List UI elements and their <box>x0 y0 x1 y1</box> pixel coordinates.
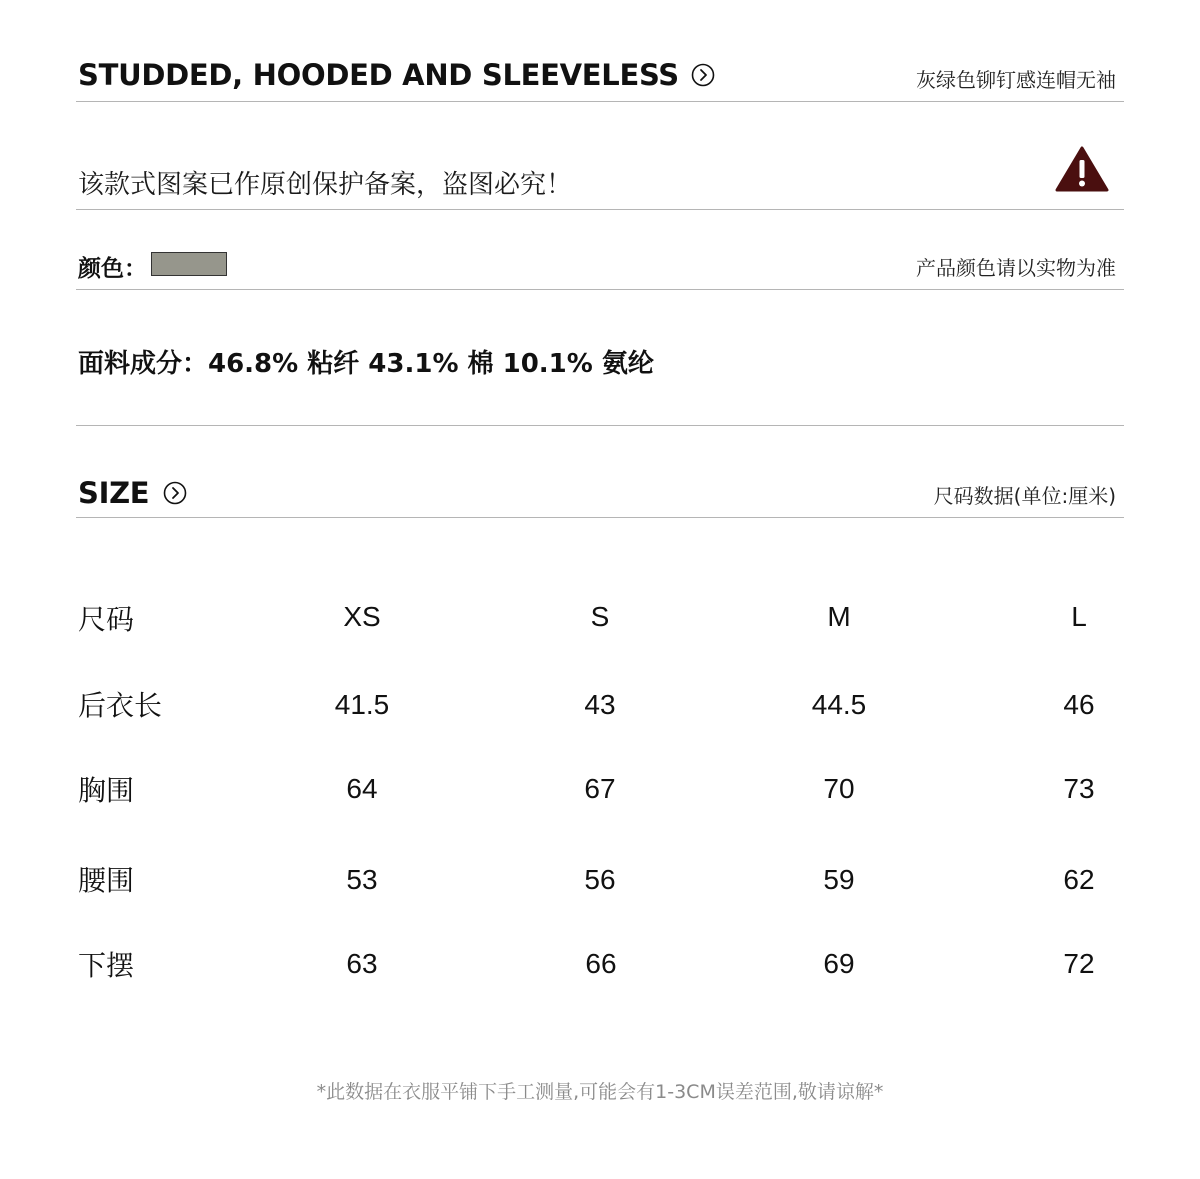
table-cell: 46 <box>1063 689 1095 720</box>
size-header-m: M <box>827 601 851 632</box>
table-cell: 73 <box>1063 773 1095 804</box>
table-row-label: 下摆 <box>78 949 135 982</box>
circle-chevron-right-icon <box>163 481 187 505</box>
fabric-composition: 面料成分：46.8% 粘纤 43.1% 棉 10.1% 氨纶 <box>78 349 654 379</box>
divider <box>76 425 1124 426</box>
table-cell: 59 <box>823 864 855 895</box>
size-title-text: SIZE <box>78 476 150 510</box>
table-row-label: 腰围 <box>78 864 135 897</box>
table-cell: 64 <box>346 773 378 804</box>
warning-triangle-icon <box>1055 145 1109 193</box>
table-cell: 56 <box>584 864 616 895</box>
size-header-s: S <box>590 601 610 632</box>
size-header-xs: XS <box>343 601 381 632</box>
table-cell: 69 <box>823 948 855 979</box>
table-cell: 70 <box>823 773 855 804</box>
circle-chevron-right-icon <box>691 63 715 87</box>
product-title <box>78 58 715 92</box>
product-subtitle-cn: 灰绿色铆钉感连帽无袖 <box>916 68 1116 92</box>
table-cell: 41.5 <box>334 689 390 720</box>
size-header-label: 尺码 <box>78 603 135 636</box>
divider <box>76 289 1124 290</box>
divider <box>76 209 1124 210</box>
table-row-label: 后衣长 <box>78 689 163 722</box>
size-unit-note: 尺码数据(单位:厘米) <box>933 484 1116 508</box>
table-cell: 53 <box>346 864 378 895</box>
product-title-text: STUDDED, HOODED AND SLEEVELESS <box>78 58 679 92</box>
divider <box>76 517 1124 518</box>
table-cell: 66 <box>585 948 617 979</box>
table-cell: 67 <box>584 773 616 804</box>
table-cell: 44.5 <box>811 689 867 720</box>
table-cell: 43 <box>584 689 616 720</box>
color-note: 产品颜色请以实物为准 <box>916 256 1116 280</box>
copyright-notice: 该款式图案已作原创保护备案，盗图必究！ <box>78 170 573 200</box>
divider <box>76 101 1124 102</box>
size-header-l: L <box>1071 601 1087 632</box>
color-label: 颜色： <box>78 256 147 282</box>
table-cell: 62 <box>1063 864 1095 895</box>
table-cell: 63 <box>346 948 378 979</box>
measurement-disclaimer: *此数据在衣服平铺下手工测量,可能会有1-3CM误差范围,敬请谅解* <box>316 1081 884 1103</box>
color-swatch <box>151 252 227 276</box>
table-row-label: 胸围 <box>78 774 135 807</box>
size-title <box>78 476 187 510</box>
table-cell: 72 <box>1063 948 1095 979</box>
